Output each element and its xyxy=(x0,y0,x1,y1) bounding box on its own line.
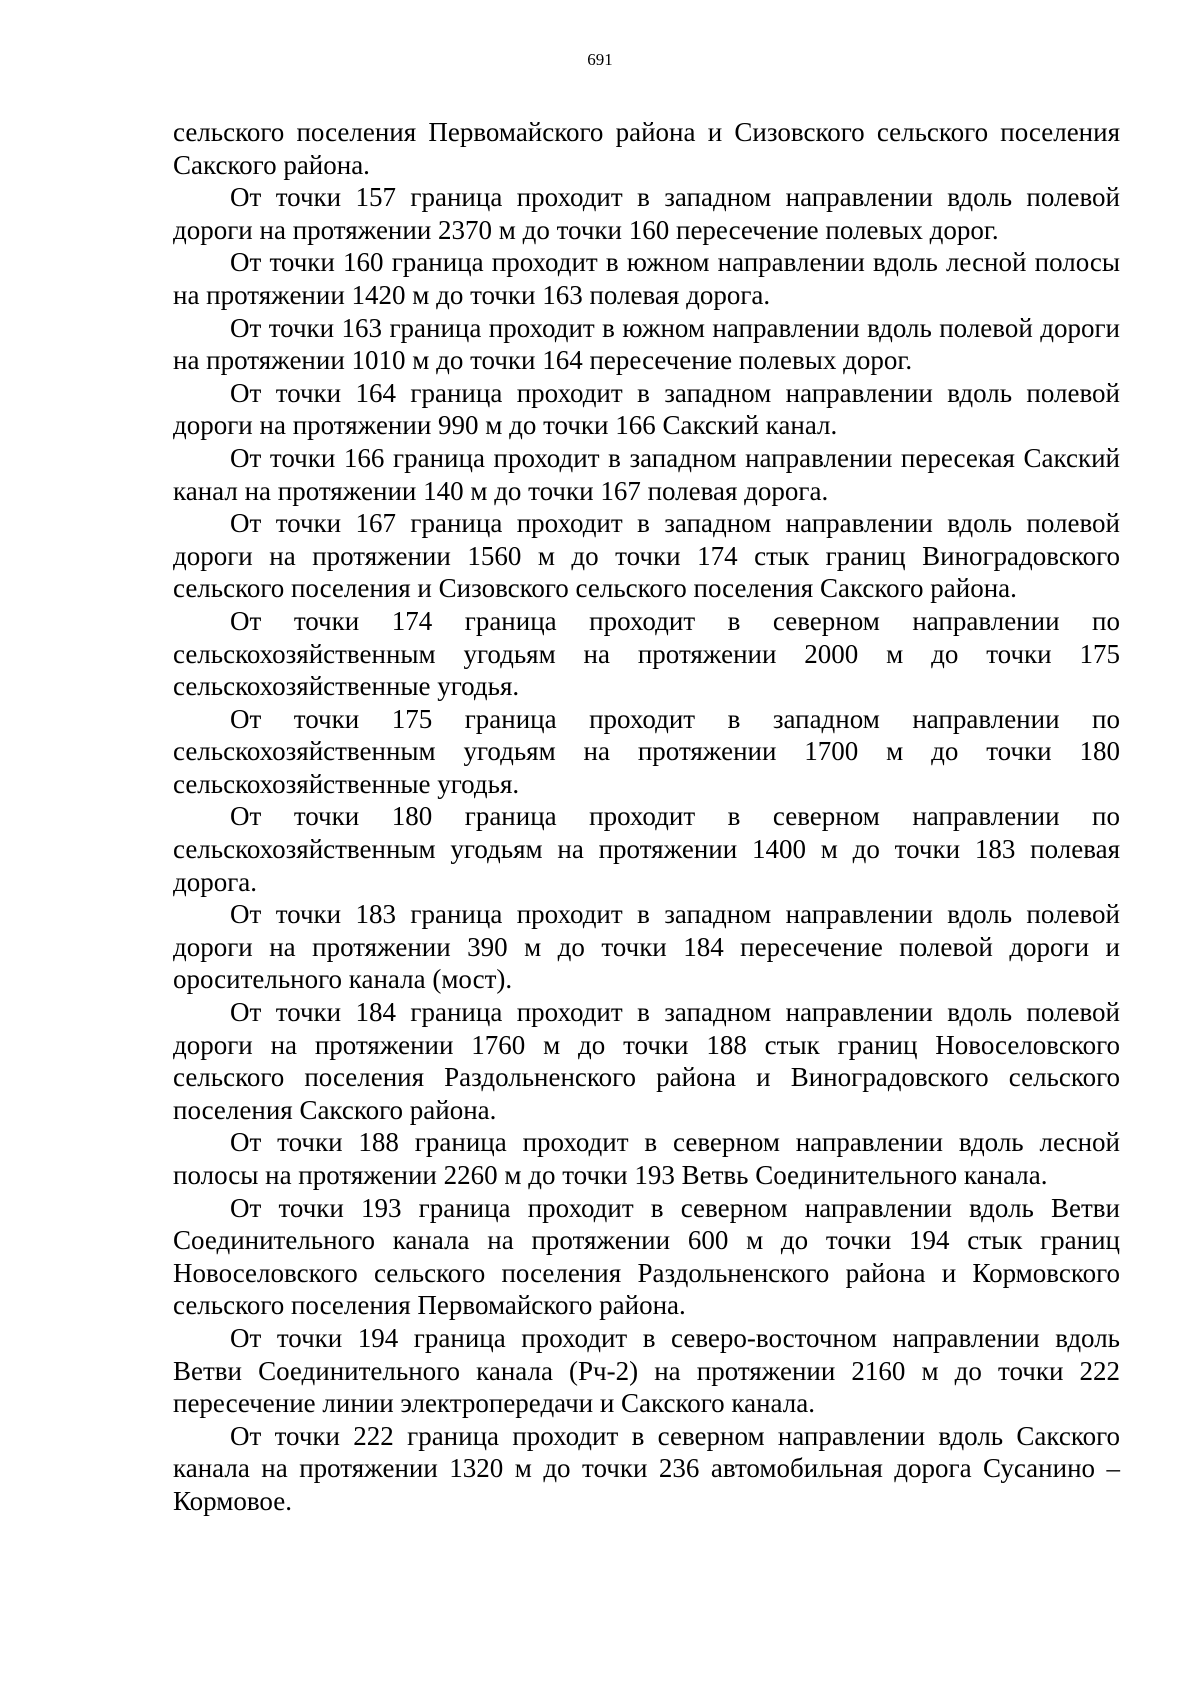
paragraph-point-174: От точки 174 граница проходит в северном направлении по сельскохозяйственным угодьям на протяжении 2000 м до точки 175 сельскохозяйственные угодья. xyxy=(173,605,1120,702)
paragraph-point-167: От точки 167 граница проходит в западном направлении вдоль полевой дороги на протяжении 1560 м до точки 174 стык границ Виноградовского сельского поселения и Сизовского сельского поселения Сакского района. xyxy=(173,508,1120,604)
paragraph-continuation: сельского поселения Первомайского района и Сизовского сельского поселения Сакского района. xyxy=(173,117,1120,180)
paragraph-point-160: От точки 160 граница проходит в южном направлении вдоль лесной полосы на протяжении 1420 м до точки 163 полевая дорога. xyxy=(173,247,1120,310)
document-body xyxy=(173,116,1120,1518)
paragraph-point-163: От точки 163 граница проходит в южном направлении вдоль полевой дороги на протяжении 1010 м до точки 164 пересечение полевых дорог. xyxy=(173,312,1120,376)
paragraph-point-188: От точки 188 граница проходит в северном направлении вдоль лесной полосы на протяжении 2260 м до точки 193 Ветвь Соединительного канала. xyxy=(173,1127,1120,1190)
page-number: 691 xyxy=(587,50,613,69)
paragraph-point-157: От точки 157 граница проходит в западном направлении вдоль полевой дороги на протяжении 2370 м до точки 160 пересечение полевых дорог. xyxy=(173,182,1120,245)
paragraph-point-183: От точки 183 граница проходит в западном направлении вдоль полевой дороги на протяжении 390 м до точки 184 пересечение полевой дороги и оросительного канала (мост). xyxy=(173,899,1120,995)
paragraph-point-164: От точки 164 граница проходит в западном направлении вдоль полевой дороги на протяжении 990 м до точки 166 Сакский канал. xyxy=(173,377,1120,441)
paragraph-point-222: От точки 222 граница проходит в северном направлении вдоль Сакского канала на протяжении 1320 м до точки 236 автомобильная дорога Сусанино – Кормовое. xyxy=(173,1420,1120,1516)
paragraph-point-166: От точки 166 граница проходит в западном направлении пересекая Сакский канал на протяжении 140 м до точки 167 полевая дорога. xyxy=(173,442,1120,506)
paragraph-point-184: От точки 184 граница проходит в западном направлении вдоль полевой дороги на протяжении 1760 м до точки 188 стык границ Новоселовского сельского поселения Раздольненского района и Виноградовского сельского поселения Сакского района. xyxy=(173,997,1120,1125)
paragraph-point-194: От точки 194 граница проходит в северо-восточном направлении вдоль Ветви Соединительного канала (Рч-2) на протяжении 2160 м до точки 222 пересечение линии электропередачи и Сакского канала. xyxy=(173,1322,1120,1419)
paragraph-point-193: От точки 193 граница проходит в северном направлении вдоль Ветви Соединительного канала на протяжении 600 м до точки 194 стык границ Новоселовского сельского поселения Раздольненского района и Кормовского сельского поселения Первомайского района. xyxy=(173,1192,1120,1321)
paragraph-point-180: От точки 180 граница проходит в северном направлении по сельскохозяйственным угодьям на протяжении 1400 м до точки 183 полевая дорога. xyxy=(173,801,1120,897)
paragraph-point-175: От точки 175 граница проходит в западном направлении по сельскохозяйственным угодьям на протяжении 1700 м до точки 180 сельскохозяйственные угодья. xyxy=(173,703,1120,799)
